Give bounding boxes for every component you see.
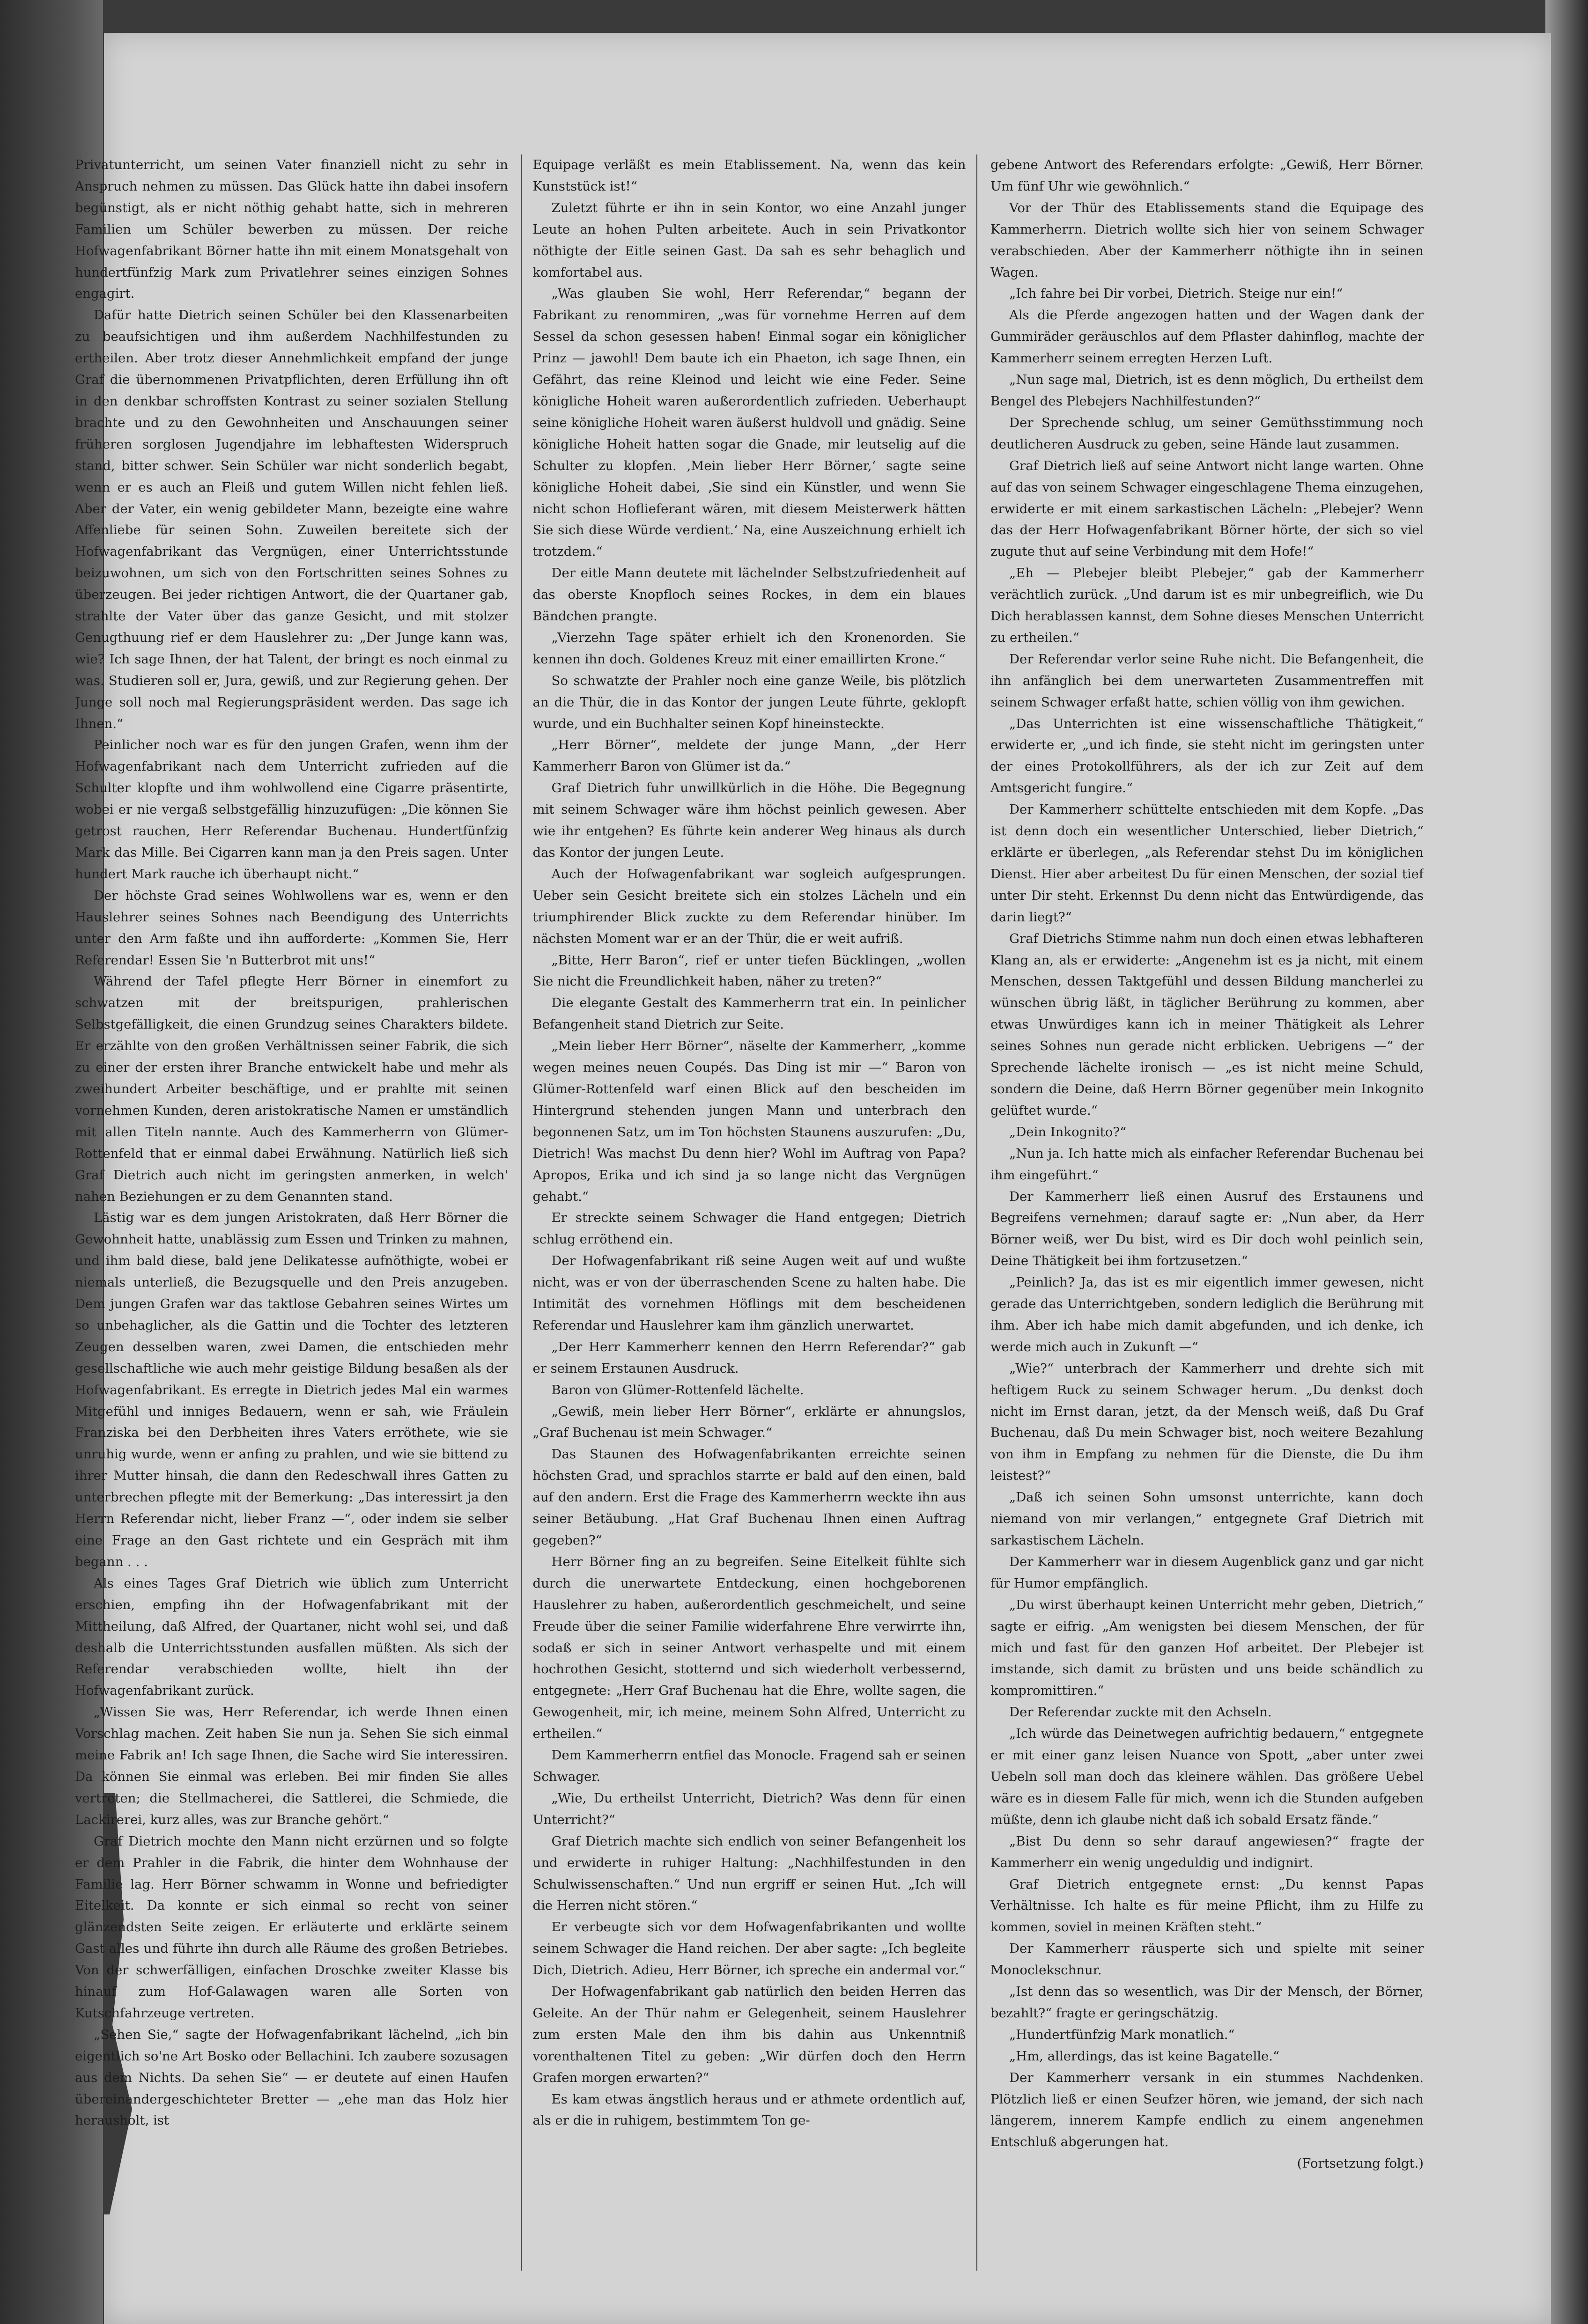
paragraph: „Bitte, Herr Baron“, rief er unter tiefen Bücklingen, „wollen Sie nicht die Freundlichkeit haben, näher zu treten?“ (532, 952, 966, 989)
paragraph: „Dein Inkognito?“ (1009, 1124, 1127, 1140)
paragraph: Der Kammerherr räusperte sich und spielte mit seiner Monoclekschnur. (990, 1941, 1424, 1978)
paragraph: „Sehen Sie,“ sagte der Hofwagenfabrikant lächelnd, „ich bin eigentlich so'ne Art Bosko oder Bellachini. Ich zaubere sozusagen aus dem Nichts. Da sehen Sie“ — er deutete auf einen Haufen übereinandergeschichteter Bretter — „ehe man das Holz hier herausholt, ist (75, 2027, 508, 2128)
paragraph: „Herr Börner“, meldete der junge Mann, „der Herr Kammerherr Baron von Glümer ist da.“ (532, 737, 966, 774)
paragraph: „Peinlich? Ja, das ist es mir eigentlich immer gewesen, nicht gerade das Unterrichtgeben, sondern lediglich die Berührung mit ihm. Aber ich habe mich damit abgefunden, und ich denke, ich werde mich auch in Zukunft —“ (990, 1275, 1424, 1354)
paragraph: „Nun ja. Ich hatte mich als einfacher Referendar Buchenau bei ihm eingeführt.“ (990, 1146, 1424, 1183)
text-column-1 (75, 154, 508, 2280)
paragraph: Der Referendar verlor seine Ruhe nicht. Die Befangenheit, die ihn anfänglich bei dem unerwarteten Zusammentreffen mit seinem Schwager erfaßt hatte, schien völlig von ihm gewichen. (990, 651, 1424, 710)
paragraph: „Ist denn das so wesentlich, was Dir der Mensch, der Börner, bezahlt?“ fragte er geringschätzig. (990, 1984, 1424, 2021)
paragraph: Der Hofwagenfabrikant gab natürlich den beiden Herren das Geleite. An der Thür nahm er Gelegenheit, seinem Hauslehrer zum ersten Male den ihm bis dahin aus Unkenntniß vorenthaltenen Titel zu geben: „Wir dürfen doch den Herrn Grafen morgen erwarten?“ (532, 1984, 966, 2085)
paragraph: „Nun sage mal, Dietrich, ist es denn möglich, Du ertheilst dem Bengel des Plebejers Nachhilfestunden?“ (990, 372, 1424, 409)
paragraph: Vor der Thür des Etablissements stand die Equipage des Kammerherrn. Dietrich wollte sich hier von seinem Schwager verabschieden. Aber der Kammerherr nöthigte ihn in seinen Wagen. (990, 200, 1424, 280)
continuation-note: (Fortsetzung folgt.) (1297, 2156, 1424, 2171)
paragraph: Auch der Hofwagenfabrikant war sogleich aufgesprungen. Ueber sein Gesicht breitete sich ein stolzes Lächeln und ein triumphirender Blick zuckte zu dem Referendar hinüber. Im nächsten Moment war er an der Thür, die er weit aufriß. (532, 866, 966, 946)
paragraph: Lästig war es dem jungen Aristokraten, daß Herr Börner die Gewohnheit hatte, unablässig zum Essen und Trinken zu mahnen, und ihm bald diese, bald jene Delikatesse aufnöthigte, wobei er niemals unterließ, die Bezugsquelle und den Preis anzugeben. Dem jungen Grafen war das taktlose Gebahren seines Wirtes um so unbehaglicher, als die Gattin und die Tochter des letzteren Zeugen desselben waren, zwei Damen, die entschieden mehr gesellschaftliche wie auch mehr geistige Bildung besaßen als der Hofwagenfabrikant. Es erregte in Dietrich jedes Mal ein warmes Mitgefühl und inniges Bedauern, wenn er sah, wie Fräulein Franziska bei den Derbheiten ihres Vaters erröthete, wie sie unruhig wurde, wenn er anfing zu prahlen, und wie sie bittend zu ihrer Mutter hinsah, die dann den Redeschwall ihres Gatten zu unterbrechen pflegte mit der Bemerkung: „Das interessirt ja den Herrn Referendar nicht, lieber Franz —“, oder indem sie selber eine Frage an den Gast richtete und ein Gespräch mit ihm begann . . . (75, 1210, 508, 1569)
paragraph: Equipage verläßt es mein Etablissement. Na, wenn das kein Kunststück ist!“ (532, 157, 966, 194)
paragraph: Baron von Glümer-Rottenfeld lächelte. (551, 1382, 804, 1397)
paragraph: Das Staunen des Hofwagenfabrikanten erreichte seinen höchsten Grad, und sprachlos starrte er bald auf den einen, bald auf den andern. Erst die Frage des Kammerherrn weckte ihn aus seiner Betäubung. „Hat Graf Buchenau Ihnen einen Auftrag gegeben?“ (532, 1447, 966, 1548)
paragraph: Er streckte seinem Schwager die Hand entgegen; Dietrich schlug erröthend ein. (532, 1210, 966, 1247)
paragraph: Graf Dietrich fuhr unwillkürlich in die Höhe. Die Begegnung mit seinem Schwager wäre ihm höchst peinlich gewesen. Aber wie ihr entgehen? Es führte kein anderer Weg hinaus als durch das Kontor der jungen Leute. (532, 780, 966, 860)
text-column-2 (533, 154, 966, 2280)
paragraph: Graf Dietrichs Stimme nahm nun doch einen etwas lebhafteren Klang an, als er erwiderte: „Angenehm ist es ja nicht, mit einem Menschen, dessen Taktgefühl und dessen Bildung mancherlei zu wünschen übrig läßt, in täglicher Berührung zu kommen, aber etwas Unwürdiges kann ich in meiner Thätigkeit als Lehrer seines Sohnes nun gerade nicht erblicken. Uebrigens —“ der Sprechende lächelte ironisch — „es ist nicht meine Schuld, sondern die Deine, daß Herrn Börner gegenüber mein Inkognito gelüftet wurde.“ (990, 931, 1424, 1118)
paragraph: Es kam etwas ängstlich heraus und er athmete ordentlich auf, als er die in ruhigem, bestimmtem Ton ge- (532, 2091, 966, 2128)
paragraph: „Bist Du denn so sehr darauf angewiesen?“ fragte der Kammerherr ein wenig ungeduldig und indignirt. (990, 1833, 1424, 1870)
paragraph: Der Sprechende schlug, um seiner Gemüthsstimmung noch deutlicheren Ausdruck zu geben, seine Hände laut zusammen. (990, 415, 1424, 452)
paragraph: Während der Tafel pflegte Herr Börner in einemfort zu schwatzen mit der breitspurigen, prahlerischen Selbstgefälligkeit, die einen Grundzug seines Charakters bildete. Er erzählte von den großen Verhältnissen seiner Fabrik, die sich zu einer der ersten ihrer Branche entwickelt habe und mehr als zweihundert Arbeiter beschäftige, und er prahlte mit seinen vornehmen Kunden, deren aristokratische Namen er umständlich mit allen Titeln nannte. Auch des Kammerherrn von Glümer-Rottenfeld that er einmal dabei Erwähnung. Natürlich ließ sich Graf Dietrich auch nicht im geringsten anmerken, in welch' nahen Beziehungen er zu dem Genannten stand. (75, 974, 508, 1204)
paragraph: „Gewiß, mein lieber Herr Börner“, erklärte er ahnungslos, „Graf Buchenau ist mein Schwager.“ (532, 1404, 966, 1441)
paragraph: „Eh — Plebejer bleibt Plebejer,“ gab der Kammerherr verächtlich zurück. „Und darum ist es mir unbegreiflich, wie Du Dich herablassen kannst, dem Sohne dieses Menschen Unterricht zu ertheilen.“ (990, 566, 1424, 645)
paragraph: „Mein lieber Herr Börner“, näselte der Kammerherr, „komme wegen meines neuen Coupés. Das Ding ist mir —“ Baron von Glümer-Rottenfeld warf einen Blick auf den bescheiden im Hintergrund stehenden jungen Mann und unterbrach den begonnenen Satz, um im Ton höchsten Staunens auszurufen: „Du, Dietrich! Was machst Du denn hier? Wohl im Auftrag von Papa? Apropos, Erika und ich sind ja so lange nicht das Vergnügen gehabt.“ (532, 1038, 966, 1204)
paragraph: Der eitle Mann deutete mit lächelnder Selbstzufriedenheit auf das oberste Knopfloch seines Rockes, in dem ein blaues Bändchen prangte. (532, 566, 966, 624)
paragraph: Herr Börner fing an zu begreifen. Seine Eitelkeit fühlte sich durch die unerwartete Entdeckung, einen hochgeborenen Hauslehrer zu haben, außerordentlich geschmeichelt, und seine Freude über die seiner Familie widerfahrene Ehre verwirrte ihn, sodaß er sich in seiner Antwort verhaspelte und mit einem hochrothen Gesicht, stotternd und sich wiederholt verbessernd, entgegnete: „Herr Graf Buchenau hat die Ehre, wollte sagen, die Gewogenheit, mir, ich meine, meinem Sohn Alfred, Unterricht zu ertheilen.“ (532, 1554, 966, 1742)
paragraph: Graf Dietrich machte sich endlich von seiner Befangenheit los und erwiderte in ruhiger Haltung: „Nachhilfestunden in den Schulwissenschaften.“ Und nun ergriff er seinen Hut. „Ich will die Herren nicht stören.“ (532, 1833, 966, 1913)
paragraph: „Hundertfünfzig Mark monatlich.“ (1009, 2027, 1235, 2042)
paragraph: „Ich würde das Deinetwegen aufrichtig bedauern,“ entgegnete er mit einer ganz leisen Nuance von Spott, „aber unter zwei Uebeln soll man doch das kleinere wählen. Das größere Uebel wäre es in diesem Falle für mich, wenn ich die Stunden aufgeben müßte, denn ich glaube nicht daß ich sobald Ersatz fände.“ (990, 1726, 1424, 1827)
paragraph: „Was glauben Sie wohl, Herr Referendar,“ begann der Fabrikant zu renommiren, „was für vornehme Herren auf dem Sessel da schon gesessen haben! Einmal sogar ein königlicher Prinz — jawohl! Dem baute ich ein Phaeton, ich sage Ihnen, ein Gefährt, das reine Kleinod und leicht wie eine Feder. Seine königliche Hoheit waren außerordentlich zufrieden. Ueberhaupt seine königliche Hoheit waren äußerst huldvoll und gnädig. Seine königliche Hoheit hatten sogar die Gnade, mir leutselig auf die Schulter zu klopfen. ‚Mein lieber Herr Börner,‘ sagte seine königliche Hoheit dabei, ‚Sie sind ein Künstler, und wenn Sie nicht schon Hoflieferant wären, mit diesem Meisterwerk hätten Sie sich diese Würde verdient.‘ Na, eine Auszeichnung erhielt ich trotzdem.“ (532, 286, 966, 559)
paragraph: „Wie, Du ertheilst Unterricht, Dietrich? Was denn für einen Unterricht?“ (532, 1790, 966, 1827)
paragraph: Graf Dietrich mochte den Mann nicht erzürnen und so folgte er dem Prahler in die Fabrik, die hinter dem Wohnhause der Familie lag. Herr Börner schwamm in Wonne und befriedigter Eitelkeit. Da konnte er sich einmal so recht von seiner glänzendsten Seite zeigen. Er erläuterte und erklärte seinem Gast alles und führte ihn durch alle Räume des großen Betriebes. Von der schwerfälligen, einfachen Droschke zweiter Klasse bis hinauf zum Hof-Galawagen waren alle Sorten von Kutschfahrzeuge vertreten. (75, 1833, 508, 2021)
paragraph: Graf Dietrich entgegnete ernst: „Du kennst Papas Verhältnisse. Ich halte es für meine Pflicht, ihm zu Hilfe zu kommen, soviel in meinen Kräften steht.“ (990, 1876, 1424, 1935)
paragraph: „Das Unterrichten ist eine wissenschaftliche Thätigkeit,“ erwiderte er, „und ich finde, sie steht nicht im geringsten unter der eines Protokollführers, als der ich zur Zeit auf dem Amtsgericht fungire.“ (990, 716, 1424, 796)
paragraph: „Hm, allerdings, das ist keine Bagatelle.“ (1009, 2048, 1280, 2064)
text-column-3 (990, 154, 1424, 2280)
paragraph: Dafür hatte Dietrich seinen Schüler bei den Klassenarbeiten zu beaufsichtigen und ihm außerdem Nachhilfestunden zu ertheilen. Aber trotz dieser Annehmlichkeit empfand der junge Graf die übernommenen Privatpflichten, deren Erfüllung ihn oft in den denkbar schroffsten Kontrast zu seiner sozialen Stellung brachte und zu den Gewohnheiten und Anschauungen seiner früheren sorglosen Jugendjahre im lebhaftesten Widerspruch stand, bitter schwer. Sein Schüler war nicht sonderlich begabt, wenn er es auch an Fleiß und gutem Willen nicht fehlen ließ. Aber der Vater, ein wenig gebildeter Mann, bezeigte eine wahre Affenliebe für seinen Sohn. Zuweilen bereitete sich der Hofwagenfabrikant das Vergnügen, einer Unterrichtsstunde beizuwohnen, um sich von den Fortschritten seines Sohnes zu überzeugen. Bei jeder richtigen Antwort, die der Quartaner gab, strahlte der Vater über das ganze Gesicht, und mit stolzer Genugthuung rief er dem Hauslehrer zu: „Der Junge kann was, wie? Ich sage Ihnen, der hat Talent, der bringt es noch einmal zu was. Studieren soll er, Jura, gewiß, und zur Regierung gehen. Der Junge soll noch mal Regierungspräsident werden. Das sage ich Ihnen.“ (75, 308, 508, 731)
paragraph: Als eines Tages Graf Dietrich wie üblich zum Unterricht erschien, empfing ihn der Hofwagenfabrikant mit der Mittheilung, daß Alfred, der Quartaner, nicht wohl sei, und daß deshalb die Unterrichtsstunden ausfallen müßten. Als sich der Referendar verabschieden wollte, hielt ihn der Hofwagenfabrikant zurück. (75, 1575, 508, 1699)
paragraph: Der Kammerherr versank in ein stummes Nachdenken. Plötzlich ließ er einen Seufzer hören, wie jemand, der sich nach längerem, innerem Kampfe endlich zu einem angenehmen Entschluß abgerungen hat. (990, 2070, 1424, 2150)
paragraph: So schwatzte der Prahler noch eine ganze Weile, bis plötzlich an die Thür, die in das Kontor der jungen Leute führte, geklopft wurde, und ein Buchhalter seinen Kopf hineinsteckte. (532, 673, 966, 731)
paragraph: Der Referendar zuckte mit den Achseln. (1009, 1705, 1272, 1720)
paragraph: „Wie?“ unterbrach der Kammerherr und drehte sich mit heftigem Ruck zu seinem Schwager herum. „Du denkst doch nicht im Ernst daran, jetzt, da der Mensch weiß, daß Du Graf Buchenau, daß Du mein Schwager bist, noch weitere Bezahlung von ihm in Empfang zu nehmen für die Dienste, die Du ihm leistest?“ (990, 1361, 1424, 1484)
paragraph: Privatunterricht, um seinen Vater finanziell nicht zu sehr in Anspruch nehmen zu müssen. Das Glück hatte ihn dabei insofern begünstigt, als er nicht nöthig gehabt hatte, sich in mehreren Familien um Schüler bewerben zu müssen. Der reiche Hofwagenfabrikant Börner hatte ihn mit einem Monatsgehalt von hundertfünfzig Mark zum Privatlehrer seines einzigen Sohnes engagirt. (75, 157, 508, 302)
paragraph: Graf Dietrich ließ auf seine Antwort nicht lange warten. Ohne auf das von seinem Schwager eingeschlagene Thema einzugehen, erwiderte er mit einem sarkastischen Lächeln: „Plebejer? Wenn das der Herr Hofwagenfabrikant Börner hörte, der sich so viel zugute thut auf seine Verbindung mit dem Hofe!“ (990, 458, 1424, 559)
paragraph: „Vierzehn Tage später erhielt ich den Kronenorden. Sie kennen ihn doch. Goldenes Kreuz mit einer emaillirten Krone.“ (532, 630, 966, 667)
paragraph: „Du wirst überhaupt keinen Unterricht mehr geben, Dietrich,“ sagte er eifrig. „Am wenigsten bei diesem Menschen, der für mich und fast für den ganzen Hof arbeitet. Der Plebejer ist imstande, sich damit zu brüsten und uns beide schändlich zu kompromittiren.“ (990, 1597, 1424, 1699)
paragraph: Als die Pferde angezogen hatten und der Wagen dank der Gummiräder geräuschlos auf dem Pflaster dahinflog, machte der Kammerherr seinem erregten Herzen Luft. (990, 308, 1424, 366)
paragraph: „Wissen Sie was, Herr Referendar, ich werde Ihnen einen Vorschlag machen. Zeit haben Sie nun ja. Sehen Sie sich einmal meine Fabrik an! Ich sage Ihnen, die Sache wird Sie interessiren. Da können Sie einmal was erleben. Bei mir finden Sie alles vertreten; die Stellmacherei, die Sattlerei, die Schmiede, die Lackirerei, kurz alles, was zur Branche gehört.“ (75, 1705, 508, 1827)
paragraph: gebene Antwort des Referendars erfolgte: „Gewiß, Herr Börner. Um fünf Uhr wie gewöhnlich.“ (990, 157, 1424, 194)
paragraph: Zuletzt führte er ihn in sein Kontor, wo eine Anzahl junger Leute an hohen Pulten arbeitete. Auch in sein Privatkontor nöthigte der Eitle seinen Gast. Da sah es sehr behaglich und komfortabel aus. (532, 200, 966, 280)
paragraph: „Daß ich seinen Sohn umsonst unterrichte, kann doch niemand von mir verlangen,“ entgegnete Graf Dietrich mit sarkastischem Lächeln. (990, 1490, 1424, 1548)
paragraph: Der Hofwagenfabrikant riß seine Augen weit auf und wußte nicht, was er von der überraschenden Scene zu halten habe. Die Intimität des vornehmen Höflings mit dem bescheidenen Referendar und Hauslehrer kam ihm gänzlich unerwartet. (532, 1253, 966, 1333)
paragraph: Der Kammerherr war in diesem Augenblick ganz und gar nicht für Humor empfänglich. (990, 1554, 1424, 1591)
paragraph: Er verbeugte sich vor dem Hofwagenfabrikanten und wollte seinem Schwager die Hand reichen. Der aber sagte: „Ich begleite Dich, Dietrich. Adieu, Herr Börner, ich spreche ein andermal vor.“ (532, 1920, 966, 1978)
paragraph: Dem Kammerherrn entfiel das Monocle. Fragend sah er seinen Schwager. (532, 1748, 966, 1784)
paragraph: Der Kammerherr schüttelte entschieden mit dem Kopfe. „Das ist denn doch ein wesentlicher Unterschied, lieber Dietrich,“ erklärte er überlegen, „als Referendar stehst Du im königlichen Dienst. Hier aber arbeitest Du für einen Menschen, der sozial tief unter Dir steht. Erkennst Du denn nicht das Entwürdigende, das darin liegt?“ (990, 802, 1424, 925)
scan-right-margin (1545, 0, 1588, 2324)
paragraph: Peinlicher noch war es für den jungen Grafen, wenn ihm der Hofwagenfabrikant nach dem Unterricht zufrieden auf die Schulter klopfte und ihm wohlwollend eine Cigarre präsentirte, wobei er nie vergaß selbstgefällig hinzuzufügen: „Die können Sie getrost rauchen, Herr Referendar Buchenau. Hundertfünfzig Mark das Mille. Bei Cigarren kann man ja den Preis sagen. Unter hundert Mark rauche ich überhaupt nicht.“ (75, 737, 508, 882)
paragraph: Die elegante Gestalt des Kammerherrn trat ein. In peinlicher Befangenheit stand Dietrich zur Seite. (532, 995, 966, 1032)
text-columns (75, 154, 1424, 2280)
paragraph: „Der Herr Kammerherr kennen den Herrn Referendar?“ gab er seinem Erstaunen Ausdruck. (532, 1339, 966, 1376)
paragraph: Der Kammerherr ließ einen Ausruf des Erstaunens und Begreifens vernehmen; darauf sagte er: „Nun aber, da Herr Börner weiß, wer Du bist, wird es Dir doch wohl peinlich sein, Deine Thätigkeit bei ihm fortzusetzen.“ (990, 1189, 1424, 1269)
paragraph: „Ich fahre bei Dir vorbei, Dietrich. Steige nur ein!“ (1009, 286, 1343, 302)
paragraph: Der höchste Grad seines Wohlwollens war es, wenn er den Hauslehrer seines Sohnes nach Beendigung des Unterrichts unter den Arm faßte und ihn aufforderte: „Kommen Sie, Herr Referendar! Essen Sie 'n Butterbrot mit uns!“ (75, 888, 508, 968)
